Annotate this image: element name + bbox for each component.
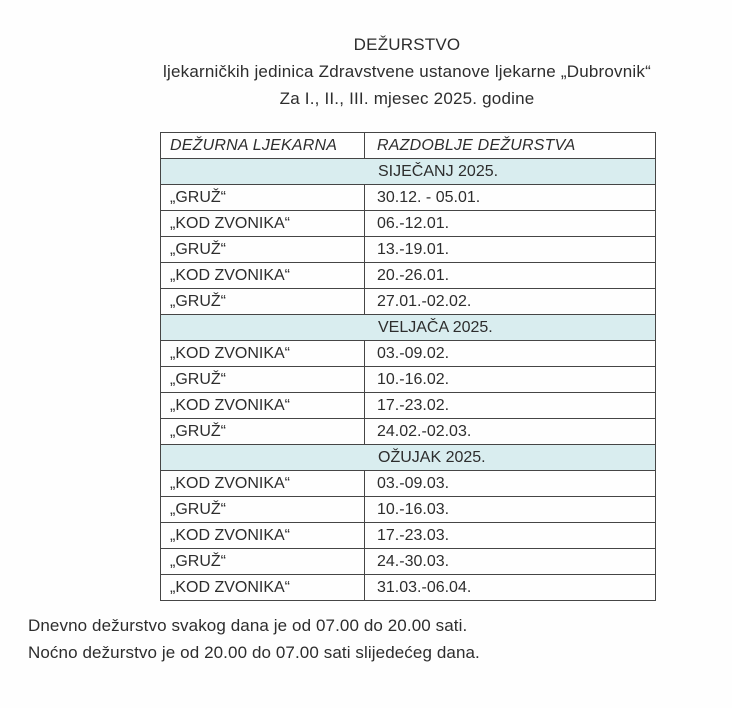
pharmacy-name-cell: „GRUŽ“ — [161, 185, 365, 211]
duty-table-body — [161, 159, 656, 601]
document-title: DEŽURSTVO — [353, 35, 461, 54]
duty-period-cell: 31.03.-06.04. — [365, 575, 656, 601]
duty-schedule-table — [160, 132, 656, 601]
table-row — [161, 367, 656, 393]
pharmacy-name-cell: „KOD ZVONIKA“ — [161, 393, 365, 419]
table-row — [161, 393, 656, 419]
duty-period-cell: 20.-26.01. — [365, 263, 656, 289]
table-row — [161, 575, 656, 601]
document-header — [82, 31, 732, 112]
table-row — [161, 549, 656, 575]
table-row — [161, 419, 656, 445]
duty-period-cell: 17.-23.03. — [365, 523, 656, 549]
pharmacy-name-cell: „KOD ZVONIKA“ — [161, 575, 365, 601]
month-section-row — [161, 445, 656, 471]
month-section-row — [161, 315, 656, 341]
pharmacy-name-cell: „KOD ZVONIKA“ — [161, 471, 365, 497]
table-row — [161, 263, 656, 289]
pharmacy-name-cell: „KOD ZVONIKA“ — [161, 211, 365, 237]
duty-period-cell: 24.02.-02.03. — [365, 419, 656, 445]
duty-period-cell: 30.12. - 05.01. — [365, 185, 656, 211]
pharmacy-name-cell: „GRUŽ“ — [161, 419, 365, 445]
table-row — [161, 211, 656, 237]
duty-period-cell: 13.-19.01. — [365, 237, 656, 263]
pharmacy-name-cell: „GRUŽ“ — [161, 367, 365, 393]
pharmacy-name-cell: „GRUŽ“ — [161, 549, 365, 575]
duty-period-cell: 17.-23.02. — [365, 393, 656, 419]
table-row — [161, 289, 656, 315]
table-row — [161, 185, 656, 211]
month-section-label: OŽUJAK 2025. — [161, 445, 656, 471]
night-duty-note: Noćno dežurstvo je od 20.00 do 07.00 sati slijedećeg dana. — [28, 643, 480, 662]
table-row — [161, 341, 656, 367]
table-row — [161, 471, 656, 497]
column-header-pharmacy: DEŽURNA LJEKARNA — [161, 133, 365, 159]
table-row — [161, 497, 656, 523]
document-subtitle: ljekarničkih jedinica Zdravstvene ustanove ljekarne „Dubrovnik“ — [163, 62, 651, 81]
duty-period-cell: 03.-09.02. — [365, 341, 656, 367]
pharmacy-name-cell: „GRUŽ“ — [161, 237, 365, 263]
pharmacy-name-cell: „GRUŽ“ — [161, 289, 365, 315]
document-period-line: Za I., II., III. mjesec 2025. godine — [279, 89, 535, 108]
table-row — [161, 237, 656, 263]
document-footer — [28, 612, 480, 666]
daytime-duty-note: Dnevno dežurstvo svakog dana je od 07.00 do 20.00 sati. — [28, 616, 468, 635]
duty-period-cell: 27.01.-02.02. — [365, 289, 656, 315]
duty-period-cell: 10.-16.03. — [365, 497, 656, 523]
duty-period-cell: 06.-12.01. — [365, 211, 656, 237]
month-section-label: SIJEČANJ 2025. — [161, 159, 656, 185]
table-header-row — [161, 133, 656, 159]
duty-period-cell: 10.-16.02. — [365, 367, 656, 393]
column-header-period: RAZDOBLJE DEŽURSTVA — [365, 133, 656, 159]
pharmacy-name-cell: „KOD ZVONIKA“ — [161, 341, 365, 367]
duty-period-cell: 03.-09.03. — [365, 471, 656, 497]
month-section-label: VELJAČA 2025. — [161, 315, 656, 341]
pharmacy-name-cell: „GRUŽ“ — [161, 497, 365, 523]
table-row — [161, 523, 656, 549]
pharmacy-name-cell: „KOD ZVONIKA“ — [161, 263, 365, 289]
pharmacy-name-cell: „KOD ZVONIKA“ — [161, 523, 365, 549]
month-section-row — [161, 159, 656, 185]
duty-period-cell: 24.-30.03. — [365, 549, 656, 575]
